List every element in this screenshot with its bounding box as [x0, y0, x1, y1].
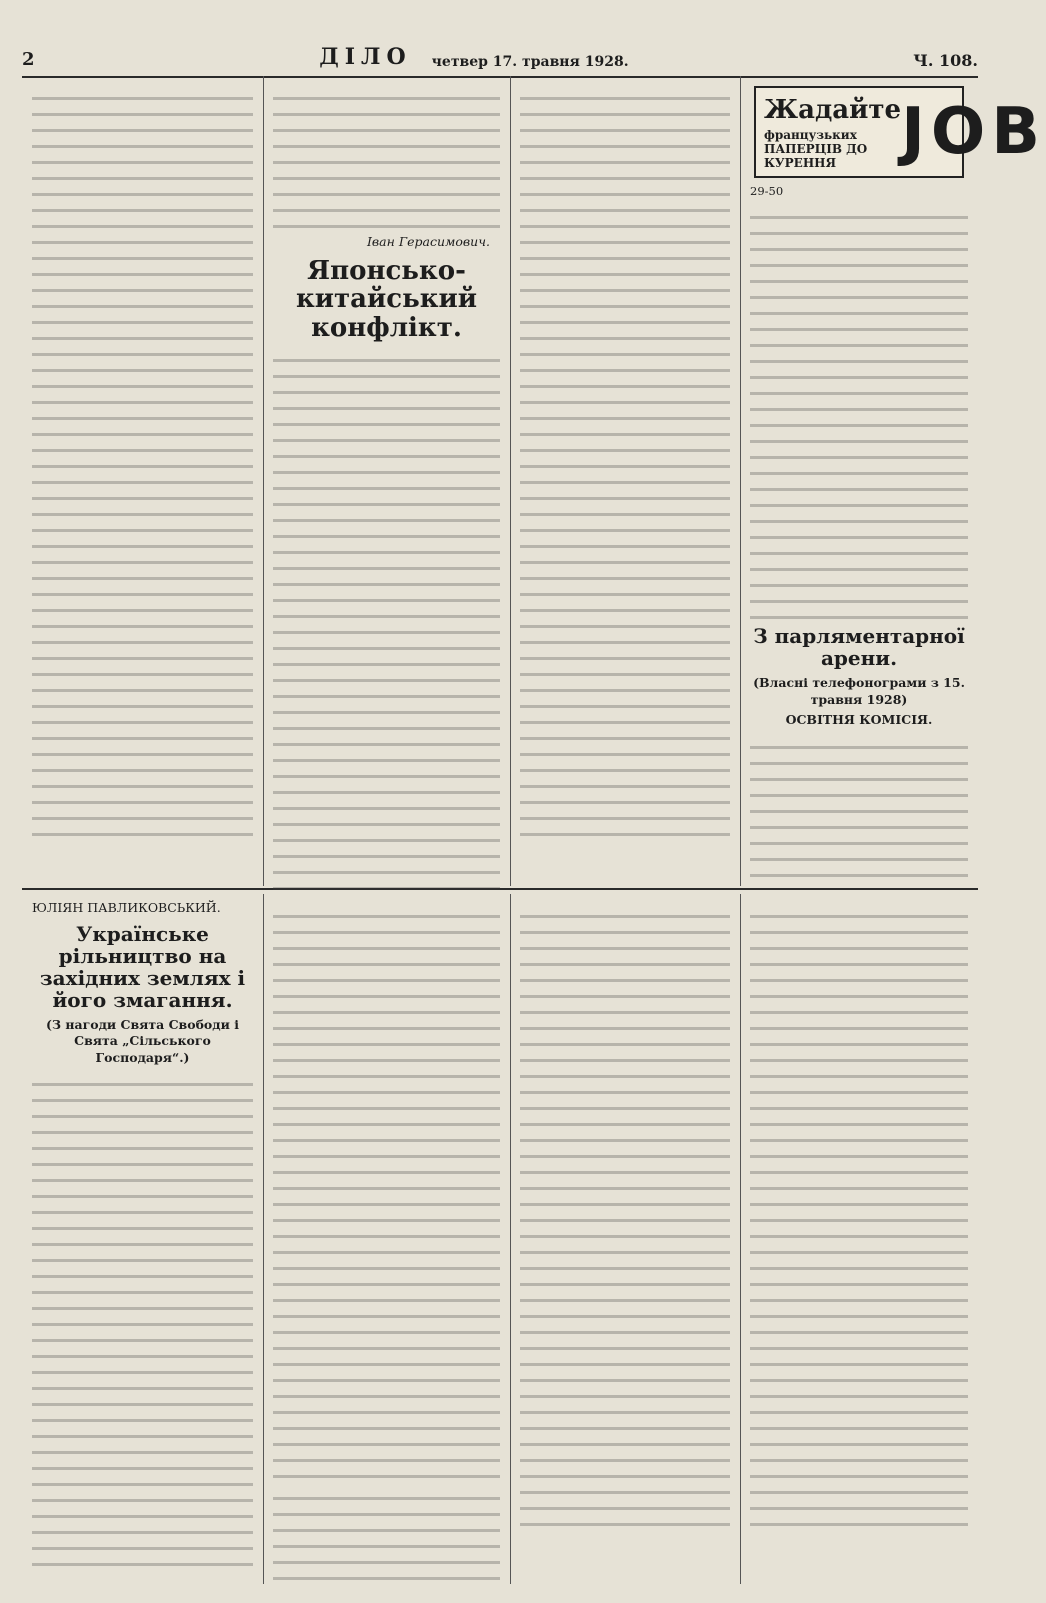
signature-ivan: Іван Герасимович.: [366, 234, 490, 249]
column-1: [22, 76, 263, 886]
masthead: ДІЛО: [319, 44, 412, 70]
column-2: [263, 76, 510, 886]
bottom-column-4: [740, 894, 978, 1584]
footnote-block: [273, 1486, 500, 1580]
job-advertisement: [754, 86, 1046, 178]
bottom-col3-body: [520, 904, 730, 1526]
commission-heading: ОСВІТНЯ КОМІСІЯ.: [785, 712, 933, 728]
telephonogram: (Власні телефонограми з 15. травня 1928): [753, 675, 965, 707]
issue-number: Ч. 108.: [913, 51, 978, 70]
author-byline: ЮЛІЯН ПАВЛИКОВСЬКИЙ.: [32, 900, 221, 915]
bottom-column-3: [510, 894, 740, 1584]
parliament-title: З парляментарної арени.: [753, 624, 965, 671]
bottom-column-2: [263, 894, 510, 1584]
ad-subtext: французьких ПАПЕРЦІВ ДО КУРЕННЯ: [764, 127, 868, 171]
col2-body-bottom: [273, 348, 500, 890]
col3-body: [520, 86, 730, 836]
ad-headline: Жадайте: [764, 95, 902, 126]
page-number: 2: [22, 49, 35, 70]
bottom-col4-body: [750, 904, 968, 1526]
bottom-col2-body: [273, 904, 500, 1478]
date-line: четвер 17. травня 1928.: [431, 54, 629, 70]
bottom-column-1: [22, 894, 263, 1584]
col4-body-bottom: [750, 735, 968, 877]
bottom-col1-body: [32, 1072, 253, 1566]
column-4: [740, 76, 1046, 886]
ad-code: 29-50: [750, 184, 784, 198]
ad-brand: JOB: [901, 94, 1046, 169]
col4-body-top: [750, 205, 968, 619]
column-3: [510, 76, 740, 886]
col2-body-top: [273, 86, 500, 228]
masthead-group: [319, 44, 628, 70]
agriculture-subtitle: (З нагоди Свята Свободи і Свята „Сільського Господаря“.): [46, 1016, 239, 1065]
page-header: [22, 36, 978, 78]
col1-body: [32, 86, 253, 836]
agriculture-title: Українське рільництво на західних землях і його змагання.: [39, 921, 246, 1012]
conflict-title: Японсько-китайський конфлікт.: [295, 255, 478, 343]
